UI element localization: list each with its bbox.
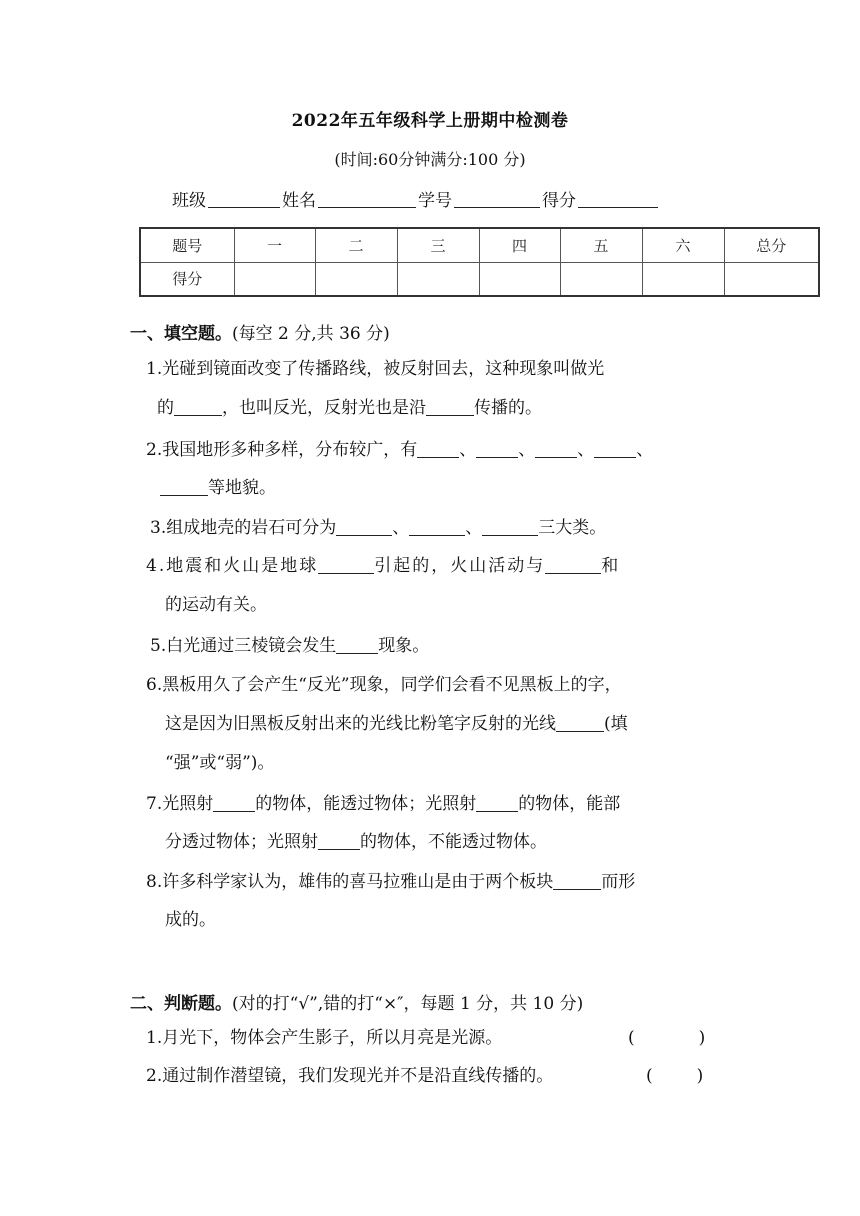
answer-blank[interactable] bbox=[417, 439, 459, 458]
text: 引起的，火山活动与 bbox=[374, 556, 546, 576]
s1-q7-line1 bbox=[146, 793, 620, 814]
answer-blank[interactable] bbox=[336, 517, 392, 536]
s1-q2-line1 bbox=[146, 439, 653, 460]
text: 的物体，不能透过物体。 bbox=[360, 832, 547, 852]
text: 分透过物体；光照射 bbox=[165, 832, 318, 852]
table-cell: 一 bbox=[234, 228, 315, 262]
text: 的物体，能透过物体；光照射 bbox=[255, 794, 477, 814]
paren-close: ) bbox=[696, 1066, 704, 1086]
score-cell[interactable] bbox=[234, 262, 315, 296]
s1-q5 bbox=[150, 635, 429, 656]
table-cell: 总分 bbox=[724, 228, 819, 262]
text: (填 bbox=[604, 714, 628, 734]
table-cell: 二 bbox=[315, 228, 397, 262]
text: 8.许多科学家认为，雄伟的喜马拉雅山是由于两个板块 bbox=[146, 872, 554, 892]
text: 2.我国地形多种多样，分布较广，有 bbox=[146, 440, 418, 460]
table-cell: 三 bbox=[397, 228, 479, 262]
text: 等地貌。 bbox=[208, 478, 276, 498]
score-table bbox=[139, 227, 820, 297]
text: 、 bbox=[465, 518, 483, 538]
answer-blank[interactable] bbox=[318, 831, 360, 850]
s2-q1-answer-paren[interactable] bbox=[628, 1028, 705, 1048]
answer-blank[interactable] bbox=[426, 397, 474, 416]
text: 2.通过制作潜望镜，我们发现光并不是沿直线传播的。 bbox=[146, 1066, 554, 1086]
section1-note: (每空 2 分,共 36 分) bbox=[232, 324, 390, 344]
section2-note: (对的打“√”,错的打“×″，每题 1 分，共 10 分) bbox=[232, 994, 584, 1014]
score-cell[interactable] bbox=[560, 262, 642, 296]
text: 传播的。 bbox=[474, 398, 542, 418]
section1-title: 一、填空题。 bbox=[130, 324, 232, 344]
s1-q2-line2 bbox=[160, 477, 276, 498]
s2-q1 bbox=[146, 1028, 502, 1048]
paren-open: ( bbox=[646, 1066, 653, 1086]
text: 和 bbox=[601, 556, 621, 576]
text: 、 bbox=[518, 440, 536, 460]
text: 的物体，能部 bbox=[518, 794, 621, 814]
score-cell[interactable] bbox=[724, 262, 819, 296]
exam-title: 2022年五年级科学上册期中检测卷 bbox=[291, 111, 569, 131]
table-cell: 五 bbox=[560, 228, 642, 262]
student-id-blank[interactable] bbox=[454, 189, 540, 208]
answer-blank[interactable] bbox=[336, 635, 378, 654]
s1-q8-line1 bbox=[146, 871, 635, 892]
text: 3.组成地壳的岩石可分为 bbox=[150, 518, 337, 538]
s1-q8-line2: 成的。 bbox=[165, 910, 216, 930]
answer-blank[interactable] bbox=[318, 555, 374, 574]
name-blank[interactable] bbox=[318, 189, 416, 208]
answer-blank[interactable] bbox=[482, 517, 538, 536]
text: 、 bbox=[636, 440, 654, 460]
s2-q2-answer-paren[interactable] bbox=[646, 1066, 703, 1086]
s1-q6-line2 bbox=[165, 713, 628, 734]
paren-open: ( bbox=[628, 1028, 635, 1048]
score-cell[interactable] bbox=[397, 262, 479, 296]
answer-blank[interactable] bbox=[409, 517, 465, 536]
table-cell: 四 bbox=[479, 228, 560, 262]
text: 7.光照射 bbox=[146, 794, 214, 814]
text: 、 bbox=[392, 518, 410, 538]
name-label: 姓名 bbox=[282, 191, 316, 211]
s1-q1-line1: 1.光碰到镜面改变了传播路线，被反射回去，这种现象叫做光 bbox=[146, 359, 605, 379]
score-table-header-row bbox=[140, 228, 819, 262]
text: 三大类。 bbox=[538, 518, 607, 538]
section2-heading bbox=[130, 989, 583, 1014]
table-cell: 题号 bbox=[140, 228, 234, 262]
answer-blank[interactable] bbox=[594, 439, 636, 458]
answer-blank[interactable] bbox=[535, 439, 577, 458]
text: 的 bbox=[157, 398, 174, 418]
answer-blank[interactable] bbox=[174, 397, 222, 416]
text: 而形 bbox=[601, 872, 636, 892]
text: 、 bbox=[459, 440, 477, 460]
text: 、 bbox=[577, 440, 595, 460]
student-info-line bbox=[172, 186, 660, 211]
class-label: 班级 bbox=[172, 191, 206, 211]
answer-blank[interactable] bbox=[556, 713, 604, 732]
s1-q3 bbox=[150, 517, 606, 538]
s1-q6-line1: 6.黑板用久了会产生“反光”现象，同学们会看不见黑板上的字， bbox=[146, 675, 622, 695]
text: 这是因为旧黑板反射出来的光线比粉笔字反射的光线 bbox=[165, 714, 556, 734]
score-blank[interactable] bbox=[578, 189, 658, 208]
section1-heading bbox=[130, 319, 390, 344]
answer-blank[interactable] bbox=[553, 871, 601, 890]
s1-q4-line1 bbox=[146, 555, 620, 576]
exam-subtitle: (时间:60分钟满分:100 分) bbox=[334, 150, 526, 169]
s1-q6-line3: “强”或“弱”)。 bbox=[165, 753, 275, 773]
s1-q7-line2 bbox=[165, 831, 547, 852]
answer-blank[interactable] bbox=[213, 793, 255, 812]
table-cell: 六 bbox=[642, 228, 724, 262]
score-label: 得分 bbox=[542, 191, 576, 211]
answer-blank[interactable] bbox=[160, 477, 208, 496]
section2-title: 二、判断题。 bbox=[130, 994, 232, 1014]
text: 1.月光下，物体会产生影子，所以月亮是光源。 bbox=[146, 1028, 503, 1048]
answer-blank[interactable] bbox=[476, 439, 518, 458]
table-cell: 得分 bbox=[140, 262, 234, 296]
paren-close: ) bbox=[698, 1028, 706, 1048]
score-cell[interactable] bbox=[479, 262, 560, 296]
text: 4.地震和火山是地球 bbox=[146, 556, 319, 576]
class-blank[interactable] bbox=[208, 189, 280, 208]
s1-q4-line2: 的运动有关。 bbox=[165, 595, 267, 615]
text: ，也叫反光，反射光也是沿 bbox=[222, 398, 426, 418]
student-id-label: 学号 bbox=[418, 191, 452, 211]
score-table-score-row bbox=[140, 262, 819, 296]
text: 5.白光通过三棱镜会发生 bbox=[150, 636, 337, 656]
answer-blank[interactable] bbox=[476, 793, 518, 812]
score-cell[interactable] bbox=[642, 262, 724, 296]
s2-q2 bbox=[146, 1066, 553, 1086]
answer-blank[interactable] bbox=[545, 555, 601, 574]
score-cell[interactable] bbox=[315, 262, 397, 296]
text: 现象。 bbox=[378, 636, 430, 656]
s1-q1-line2 bbox=[157, 397, 542, 418]
